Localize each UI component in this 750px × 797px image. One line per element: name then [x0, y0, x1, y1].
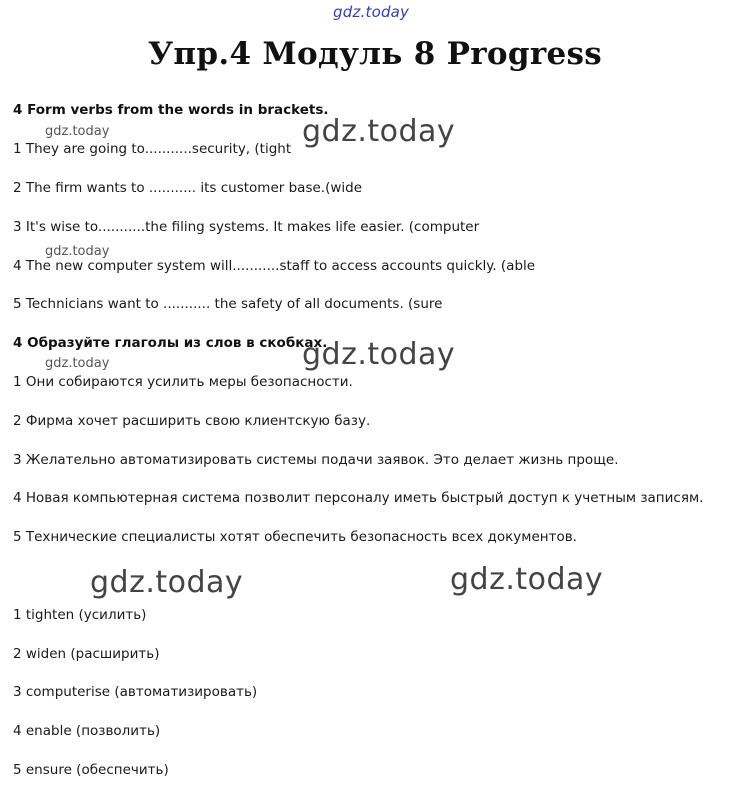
answer-item-1: 1 tighten (усилить) [13, 607, 147, 623]
task-ru-item-2: 2 Фирма хочет расширить свою клиентскую базу. [13, 413, 371, 429]
watermark-large: gdz.today [90, 565, 244, 600]
site-logo[interactable]: gdz.today [333, 3, 410, 21]
task-en-heading: 4 Form verbs from the words in brackets. [13, 102, 329, 118]
task-en-item-2: 2 The firm wants to ........... its customer base.(wide [13, 180, 363, 196]
task-en-item-4: 4 The new computer system will...........staff to access accounts quickly. (able [13, 258, 536, 274]
task-en-item-3: 3 It's wise to...........the filing systems. It makes life easier. (computer [13, 219, 480, 235]
watermark-small: gdz.today [45, 124, 110, 139]
watermark-small: gdz.today [45, 244, 110, 259]
watermark-large: gdz.today [302, 337, 456, 372]
task-ru-heading: 4 Образуйте глаголы из слов в скобках. [13, 335, 328, 351]
answer-item-4: 4 enable (позволить) [13, 723, 161, 739]
task-ru-item-4: 4 Новая компьютерная система позволит персоналу иметь быстрый доступ к учетным записям. [13, 490, 704, 506]
task-ru-item-1: 1 Они собираются усилить меры безопасности. [13, 374, 353, 390]
task-en-item-5: 5 Technicians want to ........... the safety of all documents. (sure [13, 296, 443, 312]
watermark-large: gdz.today [302, 114, 456, 149]
answer-item-5: 5 ensure (обеспечить) [13, 762, 169, 778]
answer-item-2: 2 widen (расширить) [13, 646, 160, 662]
watermark-large: gdz.today [450, 562, 604, 597]
page-title: Упр.4 Модуль 8 Progress [147, 36, 603, 72]
watermark-small: gdz.today [45, 356, 110, 371]
task-ru-item-5: 5 Технические специалисты хотят обеспечить безопасность всех документов. [13, 529, 577, 545]
task-en-item-1: 1 They are going to...........security, (tight [13, 141, 292, 157]
answer-item-3: 3 computerise (автоматизировать) [13, 684, 258, 700]
task-ru-item-3: 3 Желательно автоматизировать системы подачи заявок. Это делает жизнь проще. [13, 452, 619, 468]
